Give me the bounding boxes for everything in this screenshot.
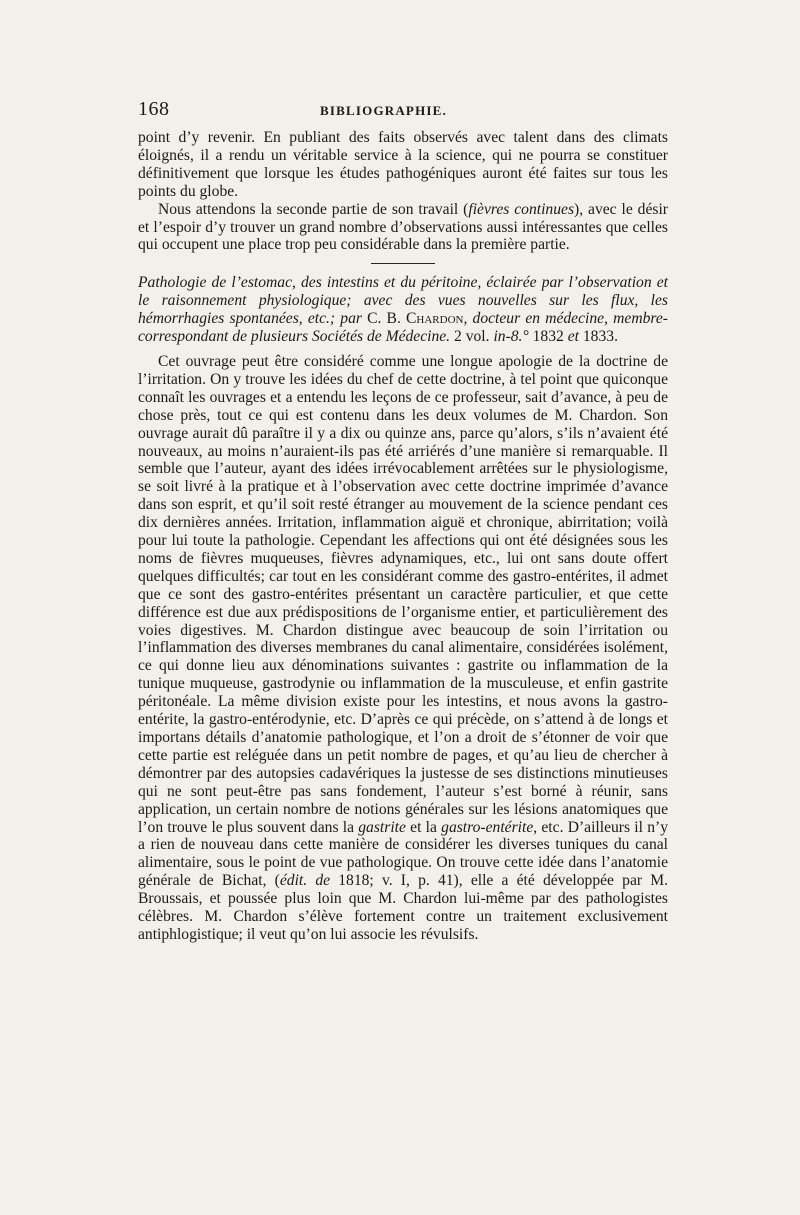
review-paragraph — [138, 353, 668, 944]
section-divider — [371, 263, 435, 264]
paragraph-2-end: ), avec le désir et l’espoir d’y trouver un grand nombre d’observations aussi intéressantes que celles qui occupent une place trop peu considérable dans la première partie. — [138, 200, 668, 254]
paragraph-second-part — [138, 201, 668, 255]
page-number: 168 — [138, 98, 170, 120]
bibliographic-entry — [138, 274, 668, 346]
entry-year-2: 1833. — [582, 328, 618, 346]
entry-title: Pathologie de l’estomac, des intestins et du péritoine, éclairée par l’observation et le raisonnement physiologique; avec des vues nouvelles sur les flux, les hémorrhagies spontanées, etc.; par — [138, 274, 668, 328]
review-text-3: 1818; v. I, p. 41), elle a été développée par M. Broussais, et poussée plus loin que M. Chardon lui-même par des pathologistes célèbres. M. Chardon s’élève fortement contre un traitement exclusivement antiphlogistique; il veut qu’on lui associe les révulsifs. — [138, 872, 669, 943]
entry-volumes: 2 vol. — [454, 328, 490, 346]
review-text-1: Cet ouvrage peut être considéré comme une longue apologie de la doctrine de l’irritation. On y trouve les idées du chef de cette doctrine, à tel point que quiconque connaît les ouvrages et a entendu les leçons de ce professeur, sait d’avance, à peu de chose près, tout ce qui est contenu dans les deux volumes de M. Chardon. Son ouvrage aurait dû paraître il y a dix ou quinze ans, parce qu’alors, s’ils n’avaient été nouveaux, au moins n’auraient-ils pas été arriérés d’une manière si remarquable. Il semble que l’auteur, ayant des idées irrévocablement arrêtées sur le physiologisme, se soit livré à la pratique et à l’observation avec cette doctrine imprimée d’avance dans son esprit, et qu’il soit resté étranger au mouvement de la science pendant ces dix dernières années. Irritation, inflammation aiguë et chronique, abirritation; voilà pour lui toute la pathologie. Cependant les affections qui ont été désignées sous les noms de fièvres muqueuses, fièvres adynamiques, etc., lui ont sans doute offert quelques difficultés; car tout en les considérant comme des gastro-entérites, il admet que ce sont des gastro-entérites présentant un caractère particulier, et que cette différence est due aux prédispositions de l’organisme entier, et particulièrement des voies digestives. M. Chardon distingue avec beaucoup de soin l’irritation ou l’inflammation des diverses membranes du canal alimentaire, considérées isolément, ce qui donne lieu aux dénominations suivantes : gastrite ou inflammation de la tunique muqueuse, gastrodynie ou inflammation de la musculeuse, et enfin gastrite péritonéale. La même division existe pour les intestins, et nous avons la gastro-entérite, la gastro-entérodynie, etc. D’après ce qui précède, on s’attend à de longs et importans détails d’anatomie pathologique, et l’on a droit de s’étonner de voir que cette partie est reléguée dans un petit nombre de pages, et qu’au lieu de chercher à démontrer par des autopsies cadavériques la justesse de ses distinctions minutieuses qui ne sont peut-être pas sans fondement, l’auteur s’est borné à réunir, sans application, un certain nombre de notions générales sur les lésions anatomiques que l’on trouve le plus souvent dans la — [138, 352, 668, 836]
entry-format: in-8.° — [493, 328, 529, 346]
review-italic-gastro-enterite: gastro-entérite — [441, 818, 534, 836]
review-text-2: , etc. D’ailleurs il n’y a rien de nouveau dans cette manière de considérer les diverses tuniques du canal alimentaire, sous le point de vue pathologique. On trouve cette idée dans l’anatomie générale de Bichat, ( — [138, 818, 668, 890]
entry-and: et — [567, 328, 579, 346]
entry-initials: C. B. — [367, 310, 401, 328]
review-italic-edit: édit. de — [279, 872, 331, 890]
book-page — [138, 98, 668, 944]
continued-section — [138, 129, 668, 254]
review-section — [138, 353, 668, 944]
entry-year-1: 1832 — [532, 328, 564, 346]
entry-author: Chardon — [406, 310, 464, 328]
entry-author-description: , docteur en médecine, membre-correspondant de plusieurs Sociétés de Médecine. — [138, 310, 668, 346]
paragraph-2-start: Nous attendons la seconde partie de son travail ( — [158, 200, 469, 218]
paragraph-2-italic: fièvres continues — [468, 200, 575, 218]
running-head: BIBLIOGRAPHIE. — [320, 103, 447, 118]
review-italic-gastrite: gastrite — [358, 818, 406, 836]
paragraph-continued: point d’y revenir. En publiant des faits observés avec talent dans des climats éloignés, il a rendu un véritable service à la science, qui ne pourra se constituer définitivement que lorsque les études pathogéniques auront été faites sur tous les points du globe. — [138, 129, 668, 200]
page-header — [138, 98, 668, 126]
review-text-and: et la — [405, 818, 442, 836]
